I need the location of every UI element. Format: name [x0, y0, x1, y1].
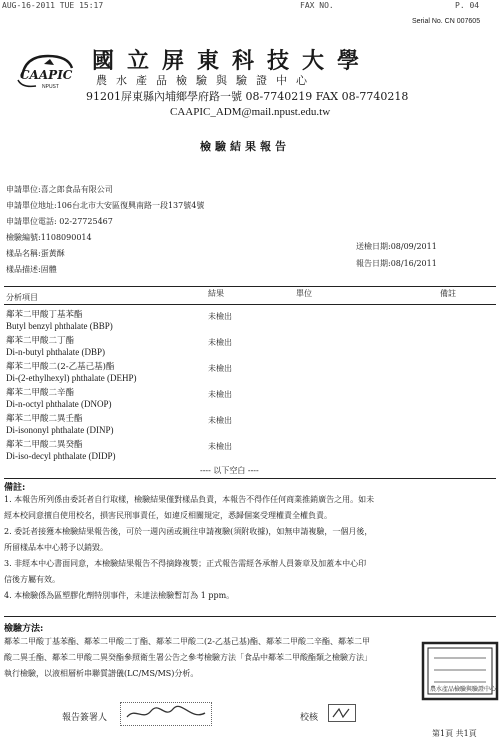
caapic-logo: [14, 50, 78, 94]
row1-name-zh: 鄰苯二甲酸丁基苯酯: [6, 310, 83, 320]
method-top-rule: [4, 616, 496, 617]
end-marker-dash-left: ----: [200, 466, 214, 475]
col-header-unit: 單位: [296, 289, 312, 298]
org-name: 國立屏東科技大學: [92, 48, 373, 74]
row5-name-en: Di-isononyl phthalate (DINP): [6, 425, 114, 435]
fax-header-mid: FAX NO.: [300, 1, 334, 10]
col-header-item: 分析項目: [6, 293, 38, 302]
table-header-rule: [4, 304, 496, 305]
end-marker-text: 以下空白: [213, 466, 246, 475]
stamp-text: 農水產品檢驗與驗證中心: [430, 686, 497, 693]
row3-name-en: Di-(2-ethylhexyl) phthalate (DEHP): [6, 373, 137, 383]
logo-text: CAAPIC: [20, 68, 73, 82]
signer-signature: [120, 702, 212, 726]
serial-number: Serial No. CN 007605: [412, 18, 481, 25]
signer-label: 報告簽署人: [62, 713, 108, 723]
method-line-1: 鄰苯二甲酸丁基苯酯、鄰苯二甲酸二丁酯、鄰苯二甲酸二(2-乙基己基)酯、鄰苯二甲酸二辛酯、鄰苯二甲: [4, 637, 371, 646]
note-line-7: 4. 本檢驗係為區塑膠化劑特別事件，未達法檢驗暫訂為 1 ppm。: [4, 591, 235, 600]
row5-name-zh: 鄰苯二甲酸二異壬酯: [6, 414, 83, 424]
row3-result: 未檢出: [208, 364, 232, 373]
row2-name-en: Di-n-butyl phthalate (DBP): [6, 347, 105, 357]
org-address: 91201屏東縣內埔鄉學府路一號 08-7740219 FAX 08-7740218: [86, 90, 409, 103]
report-date: 報告日期:08/16/2011: [356, 259, 437, 268]
received-date: 送檢日期:08/09/2011: [356, 242, 437, 251]
method-line-2: 酸二異壬酯、鄰苯二甲酸二異癸酯參照衛生署公告之參考檢驗方法「食品中鄰苯二甲酸酯類之檢驗方法」: [4, 653, 372, 662]
reviewer-label: 校核: [300, 713, 319, 723]
note-line-3: 2. 委託者接獲本檢驗結果報告後，可於一週內函或親往申請複驗(須附收據)，如無申請複驗，一個月後，: [4, 527, 373, 536]
row4-name-en: Di-n-octyl phthalate (DNOP): [6, 399, 112, 409]
logo-subtext: NPUST: [42, 84, 59, 90]
reviewer-seal: [328, 704, 356, 722]
org-center: 農水產品檢驗與驗證中心: [96, 74, 316, 87]
col-header-remark: 備註: [440, 289, 456, 298]
row6-result: 未檢出: [208, 442, 232, 451]
row2-result: 未檢出: [208, 338, 232, 347]
method-label: 檢驗方法:: [4, 624, 44, 634]
row5-result: 未檢出: [208, 416, 232, 425]
official-stamp: [420, 640, 500, 702]
note-line-6: 信後方屬有效。: [4, 575, 60, 584]
table-bottom-rule: [4, 478, 496, 479]
row3-name-zh: 鄰苯二甲酸二(2-乙基己基)酯: [6, 362, 115, 372]
sample-name: 樣品名稱:蛋黃酥: [6, 249, 65, 258]
note-line-4: 所留樣品本中心將予以銷毀。: [4, 543, 108, 552]
row4-name-zh: 鄰苯二甲酸二辛酯: [6, 388, 75, 398]
col-header-result: 結果: [208, 289, 224, 298]
note-line-2: 經本校同意擅自使用校名，損害民刑事責任，如違反相關規定，悉歸個案受理權責全權負責。: [4, 511, 332, 520]
applicant: 申請單位:喜之郎食品有限公司: [6, 185, 113, 194]
applicant-address: 申請單位地址:106台北市大安區復興南路一段137號4號: [6, 201, 205, 210]
row4-result: 未檢出: [208, 390, 232, 399]
fax-header-left: AUG-16-2011 TUE 15:17: [2, 1, 104, 10]
row1-result: 未檢出: [208, 312, 232, 321]
org-email: CAAPIC_ADM@mail.npust.edu.tw: [170, 106, 331, 118]
end-marker: [200, 465, 259, 476]
page-info: 第1頁 共1頁: [432, 729, 477, 738]
row6-name-zh: 鄰苯二甲酸二異癸酯: [6, 440, 83, 450]
fax-header-page: P. 04: [455, 1, 480, 10]
row6-name-en: Di-iso-decyl phthalate (DIDP): [6, 451, 116, 461]
table-top-rule: [4, 286, 496, 287]
note-line-1: 1. 本報告所列係由委託者自行取樣，檢驗結果僅對樣品負責，本報告不得作任何商業推銷廣告之用。如未: [4, 495, 375, 504]
report-title: 檢驗結果報告: [200, 140, 290, 153]
note-line-5: 3. 非經本中心書面同意，本檢驗結果報告不得摘錄複製；正式報告需經各承辦人員簽章及加蓋本中心印: [4, 559, 367, 568]
test-number: 檢驗編號:1108090014: [6, 233, 92, 242]
row2-name-zh: 鄰苯二甲酸二丁酯: [6, 336, 75, 346]
method-line-3: 執行檢驗，以液相層析串聯質譜儀(LC/MS/MS)分析。: [4, 669, 199, 678]
notes-label: 備註:: [4, 483, 26, 493]
end-marker-dash-right: ----: [245, 466, 259, 475]
sample-description: 樣品描述:固體: [6, 265, 57, 274]
applicant-phone: 申請單位電話: 02-27725467: [6, 217, 113, 226]
row1-name-en: Butyl benzyl phthalate (BBP): [6, 321, 113, 331]
